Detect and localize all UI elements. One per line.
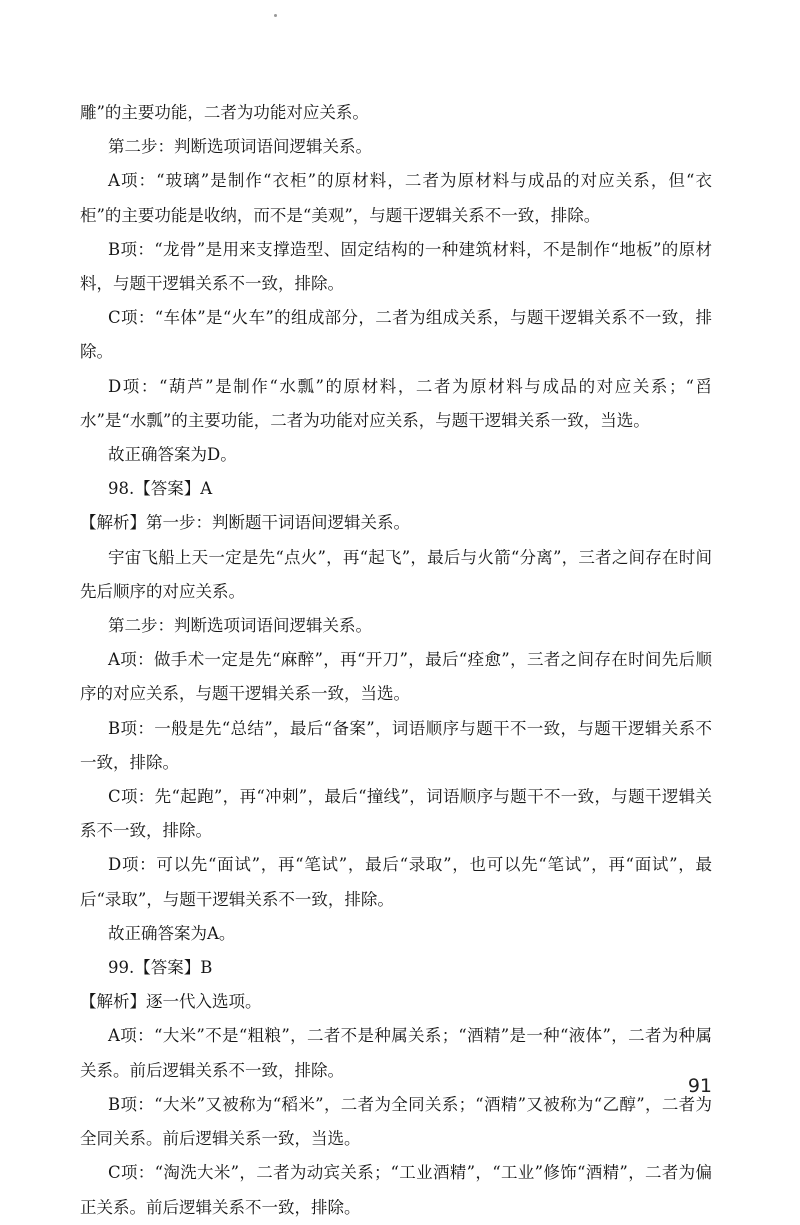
paragraph: C项：先“起跑”，再“冲刺”，最后“撞线”，词语顺序与题干不一致，与题干逻辑关系不一致，排除。	[80, 787, 712, 841]
paragraph: B项：一般是先“总结”，最后“备案”，词语顺序与题干不一致，与题干逻辑关系不一致，排除。	[80, 718, 712, 772]
paragraph: A项：做手术一定是先“麻醉”，再“开刀”，最后“痊愈”，三者之间存在时间先后顺序的对应关系，与题干逻辑关系一致，当选。	[80, 650, 712, 704]
paragraph: A项：“大米”不是“粗粮”，二者不是种属关系；“酒精”是一种“液体”，二者为种属关系。前后逻辑关系不一致，排除。	[80, 1026, 712, 1080]
paragraph: A项：“玻璃”是制作“衣柜”的原材料，二者为原材料与成品的对应关系，但“衣柜”的主要功能是收纳，而不是“美观”，与题干逻辑关系不一致，排除。	[80, 171, 712, 225]
answer-heading-98: 98.【答案】A	[108, 479, 213, 499]
paragraph: D项：“葫芦”是制作“水瓢”的原材料，二者为原材料与成品的对应关系；“舀水”是“水瓢”的主要功能，二者为功能对应关系，与题干逻辑关系一致，当选。	[80, 376, 712, 430]
page-body	[80, 96, 712, 1225]
paragraph: C项：“淘洗大米”，二者为动宾关系；“工业酒精”，“工业”修饰“酒精”，二者为偏正关系。前后逻辑关系不一致，排除。	[80, 1163, 712, 1217]
paragraph: 雕”的主要功能，二者为功能对应关系。	[80, 103, 369, 122]
page-number: 91	[687, 1075, 712, 1097]
paragraph: 故正确答案为D。	[108, 445, 237, 465]
answer-heading-99: 99.【答案】B	[108, 958, 213, 978]
paragraph: 宇宙飞船上天一定是先“点火”，再“起飞”，最后与火箭“分离”，三者之间存在时间先后顺序的对应关系。	[80, 547, 712, 601]
analysis-heading: 【解析】第一步：判断题干词语间逻辑关系。	[80, 513, 410, 533]
paragraph: 第二步：判断选项词语间逻辑关系。	[108, 137, 372, 157]
paragraph: B项：“大米”又被称为“稻米”，二者为全同关系；“酒精”又被称为“乙醇”，二者为全同关系。前后逻辑关系一致，当选。	[80, 1094, 712, 1149]
paragraph: C项：“车体”是“火车”的组成部分，二者为组成关系，与题干逻辑关系不一致，排除。	[80, 308, 712, 362]
paragraph: 故正确答案为A。	[108, 923, 236, 943]
paragraph: D项：可以先“面试”，再“笔试”，最后“录取”，也可以先“笔试”，再“面试”，最后“录取”，与题干逻辑关系不一致，排除。	[80, 855, 712, 909]
analysis-heading: 【解析】逐一代入选项。	[80, 992, 262, 1012]
scan-speck	[274, 14, 277, 17]
paragraph: 第二步：判断选项词语间逻辑关系。	[108, 616, 372, 636]
paragraph: B项：“龙骨”是用来支撑造型、固定结构的一种建筑材料，不是制作“地板”的原材料，与题干逻辑关系不一致，排除。	[80, 239, 712, 294]
